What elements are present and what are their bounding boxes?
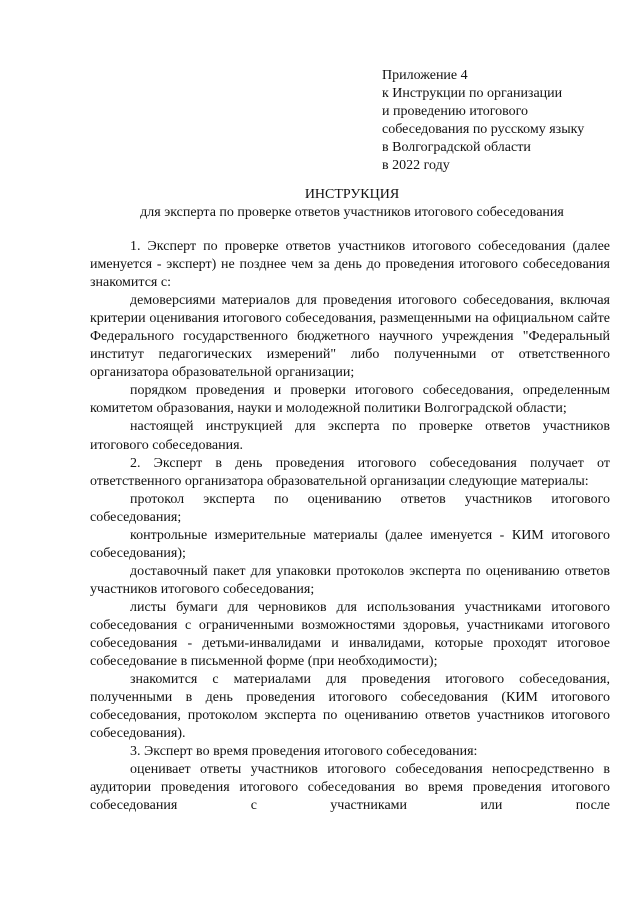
paragraph-1-item-2: порядком проведения и проверки итогового собеседования, определенным комитетом образования, науки и молодежной политики Волгоградской области; <box>90 383 610 417</box>
paragraph-2-item-1: протокол эксперта по оцениванию ответов участников итогового собеседования; <box>90 491 610 525</box>
document-title: ИНСТРУКЦИЯ <box>304 187 400 202</box>
appendix-line: и проведению итогового <box>382 104 529 119</box>
paragraph-2-item-4: листы бумаги для черновиков для использования участниками итогового собеседования с ограниченными возможностями здоровья, участниками итогового собеседования - детьми-инвалидами и инвалидами, которые проходят итоговое собеседование в письменной форме (при необходимости); <box>90 599 610 670</box>
document-subtitle: для эксперта по проверке ответов участников итогового собеседования <box>140 205 564 220</box>
appendix-line: Приложение 4 <box>382 68 468 83</box>
paragraph-2-item-5: знакомится с материалами для проведения итогового собеседования, полученными в день проведения итогового собеседования (КИМ итогового собеседования, протоколом эксперта по оцениванию ответов участников итогового собеседования). <box>90 672 610 742</box>
appendix-line: в 2022 году <box>382 158 450 173</box>
paragraph-2-item-3: доставочный пакет для упаковки протоколов эксперта по оцениванию ответов участников итогового собеседования; <box>90 563 610 597</box>
document-body <box>90 238 610 816</box>
appendix-line: собеседования по русскому языку <box>382 122 585 137</box>
paragraph-3: 3. Эксперт во время проведения итогового собеседования: <box>130 744 478 760</box>
appendix-line: в Волгоградской области <box>382 140 531 155</box>
paragraph-3-item-1: оценивает ответы участников итогового собеседования непосредственно в аудитории проведения итогового собеседования во время проведения итогового собеседования с участниками или после <box>90 762 610 814</box>
appendix-header <box>382 67 622 175</box>
paragraph-1: 1. Эксперт по проверке ответов участников итогового собеседования (далее именуется - эксперт) не позднее чем за день до проведения итогового собеседования знакомится с: <box>90 239 610 291</box>
appendix-line: к Инструкции по организации <box>382 86 563 101</box>
paragraph-2-item-2: контрольные измерительные материалы (далее именуется - КИМ итогового собеседования); <box>90 527 610 561</box>
paragraph-1-item-1: демоверсиями материалов для проведения итогового собеседования, включая критерии оценивания итогового собеседования, размещенными на официальном сайте Федерального государственного бюджетного научного учреждения "Федеральный институт педагогических измерений" либо полученными от ответственного организатора образовательной организации; <box>90 293 610 381</box>
paragraph-1-item-3: настоящей инструкцией для эксперта по проверке ответов участников итогового собеседования. <box>90 419 610 453</box>
paragraph-2: 2. Эксперт в день проведения итогового собеседования получает от ответственного организатора образовательной организации следующие материалы: <box>90 455 610 489</box>
